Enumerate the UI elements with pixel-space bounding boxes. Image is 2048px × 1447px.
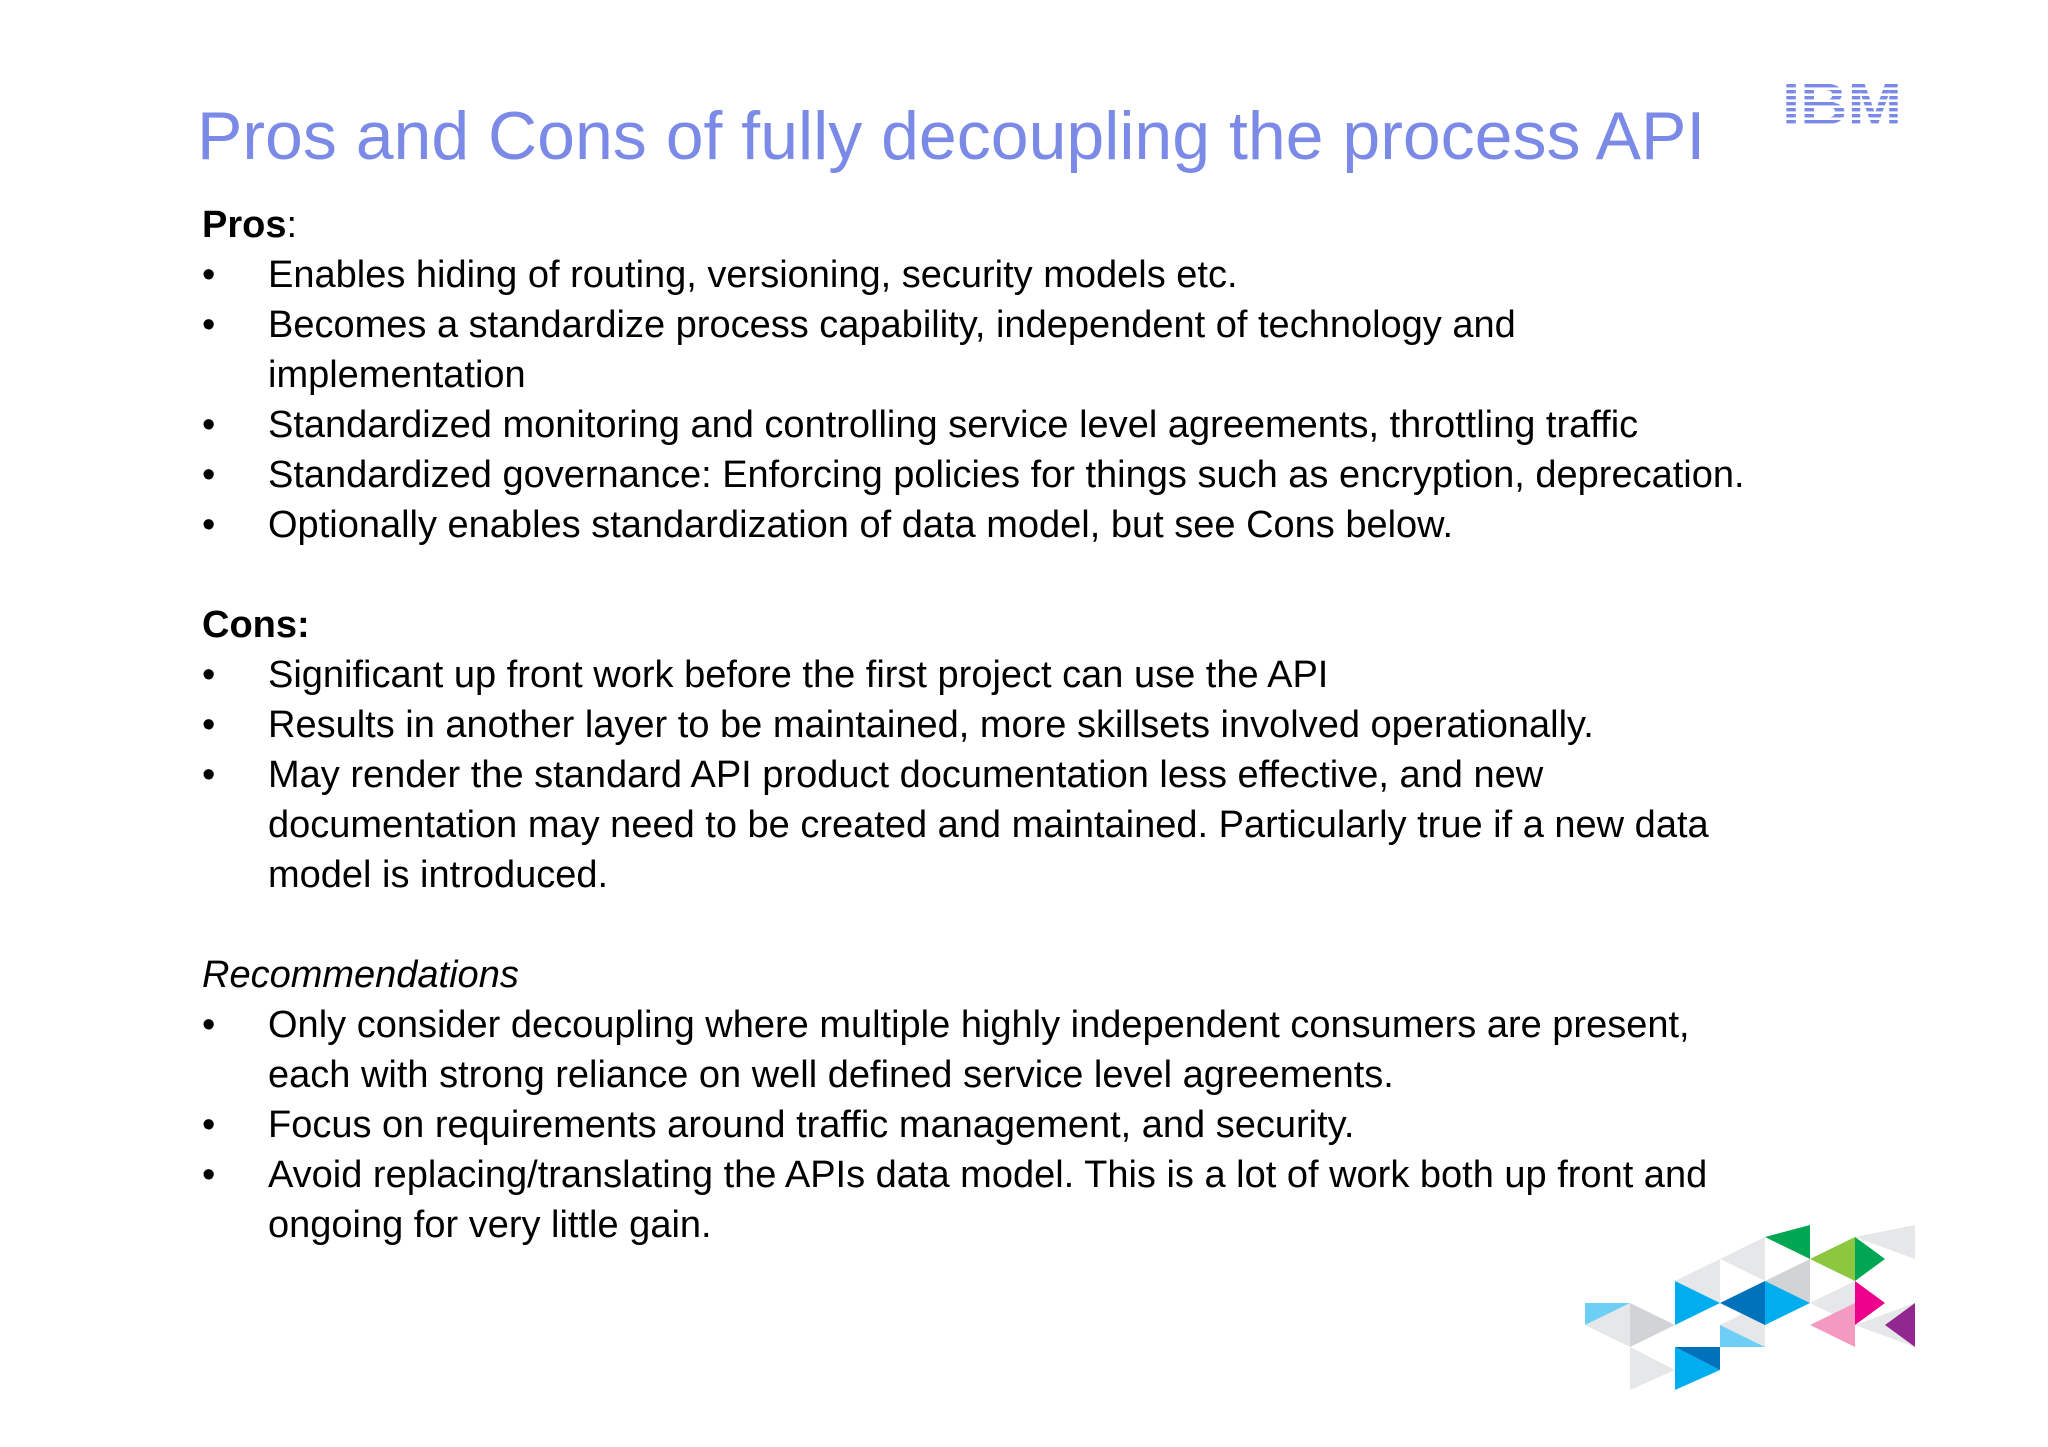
bullet-icon: • xyxy=(202,454,216,496)
list-item: • Optionally enables standardization of data model, but see Cons below. xyxy=(202,500,1782,550)
triangle-pattern-decoration xyxy=(1585,1225,1915,1390)
list-item: • Enables hiding of routing, versioning, security models etc. xyxy=(202,250,1782,300)
bullet-icon: • xyxy=(202,654,216,696)
list-item: • Only consider decoupling where multiple highly independent consumers are present, each with strong reliance on well defined service level agreements. xyxy=(202,1000,1782,1100)
list-item: • Focus on requirements around traffic management, and security. xyxy=(202,1100,1782,1150)
slide-title: Pros and Cons of fully decoupling the process API xyxy=(197,98,1706,174)
bullet-icon: • xyxy=(202,404,216,446)
list-item: • May render the standard API product documentation less effective, and new documentation may need to be created and maintained. Particularly true if a new data model is introduced. xyxy=(202,750,1782,900)
list-item: • Avoid replacing/translating the APIs data model. This is a lot of work both up front and ongoing for very little gain. xyxy=(202,1150,1782,1250)
slide-content xyxy=(202,200,1782,1250)
recommendations-list xyxy=(202,1000,1782,1250)
cons-list xyxy=(202,650,1782,900)
bullet-icon: • xyxy=(202,704,216,746)
cons-heading: Cons: xyxy=(202,604,310,646)
bullet-icon: • xyxy=(202,254,216,296)
list-item: • Significant up front work before the first project can use the API xyxy=(202,650,1782,700)
bullet-icon: • xyxy=(202,1104,216,1146)
bullet-icon: • xyxy=(202,1004,216,1046)
list-item: • Results in another layer to be maintained, more skillsets involved operationally. xyxy=(202,700,1782,750)
list-item: • Standardized monitoring and controlling service level agreements, throttling traffic xyxy=(202,400,1782,450)
ibm-logo xyxy=(1780,78,1904,128)
bullet-icon: • xyxy=(202,1154,216,1196)
pros-heading: Pros: xyxy=(202,204,298,246)
list-item: • Becomes a standardize process capability, independent of technology and implementation xyxy=(202,300,1782,400)
pros-list xyxy=(202,250,1782,550)
bullet-icon: • xyxy=(202,754,216,796)
list-item: • Standardized governance: Enforcing policies for things such as encryption, deprecation. xyxy=(202,450,1782,500)
triangle-pattern-icon xyxy=(1585,1225,1915,1390)
bullet-icon: • xyxy=(202,504,216,546)
bullet-icon: • xyxy=(202,304,216,346)
recommendations-heading: Recommendations xyxy=(202,954,519,996)
